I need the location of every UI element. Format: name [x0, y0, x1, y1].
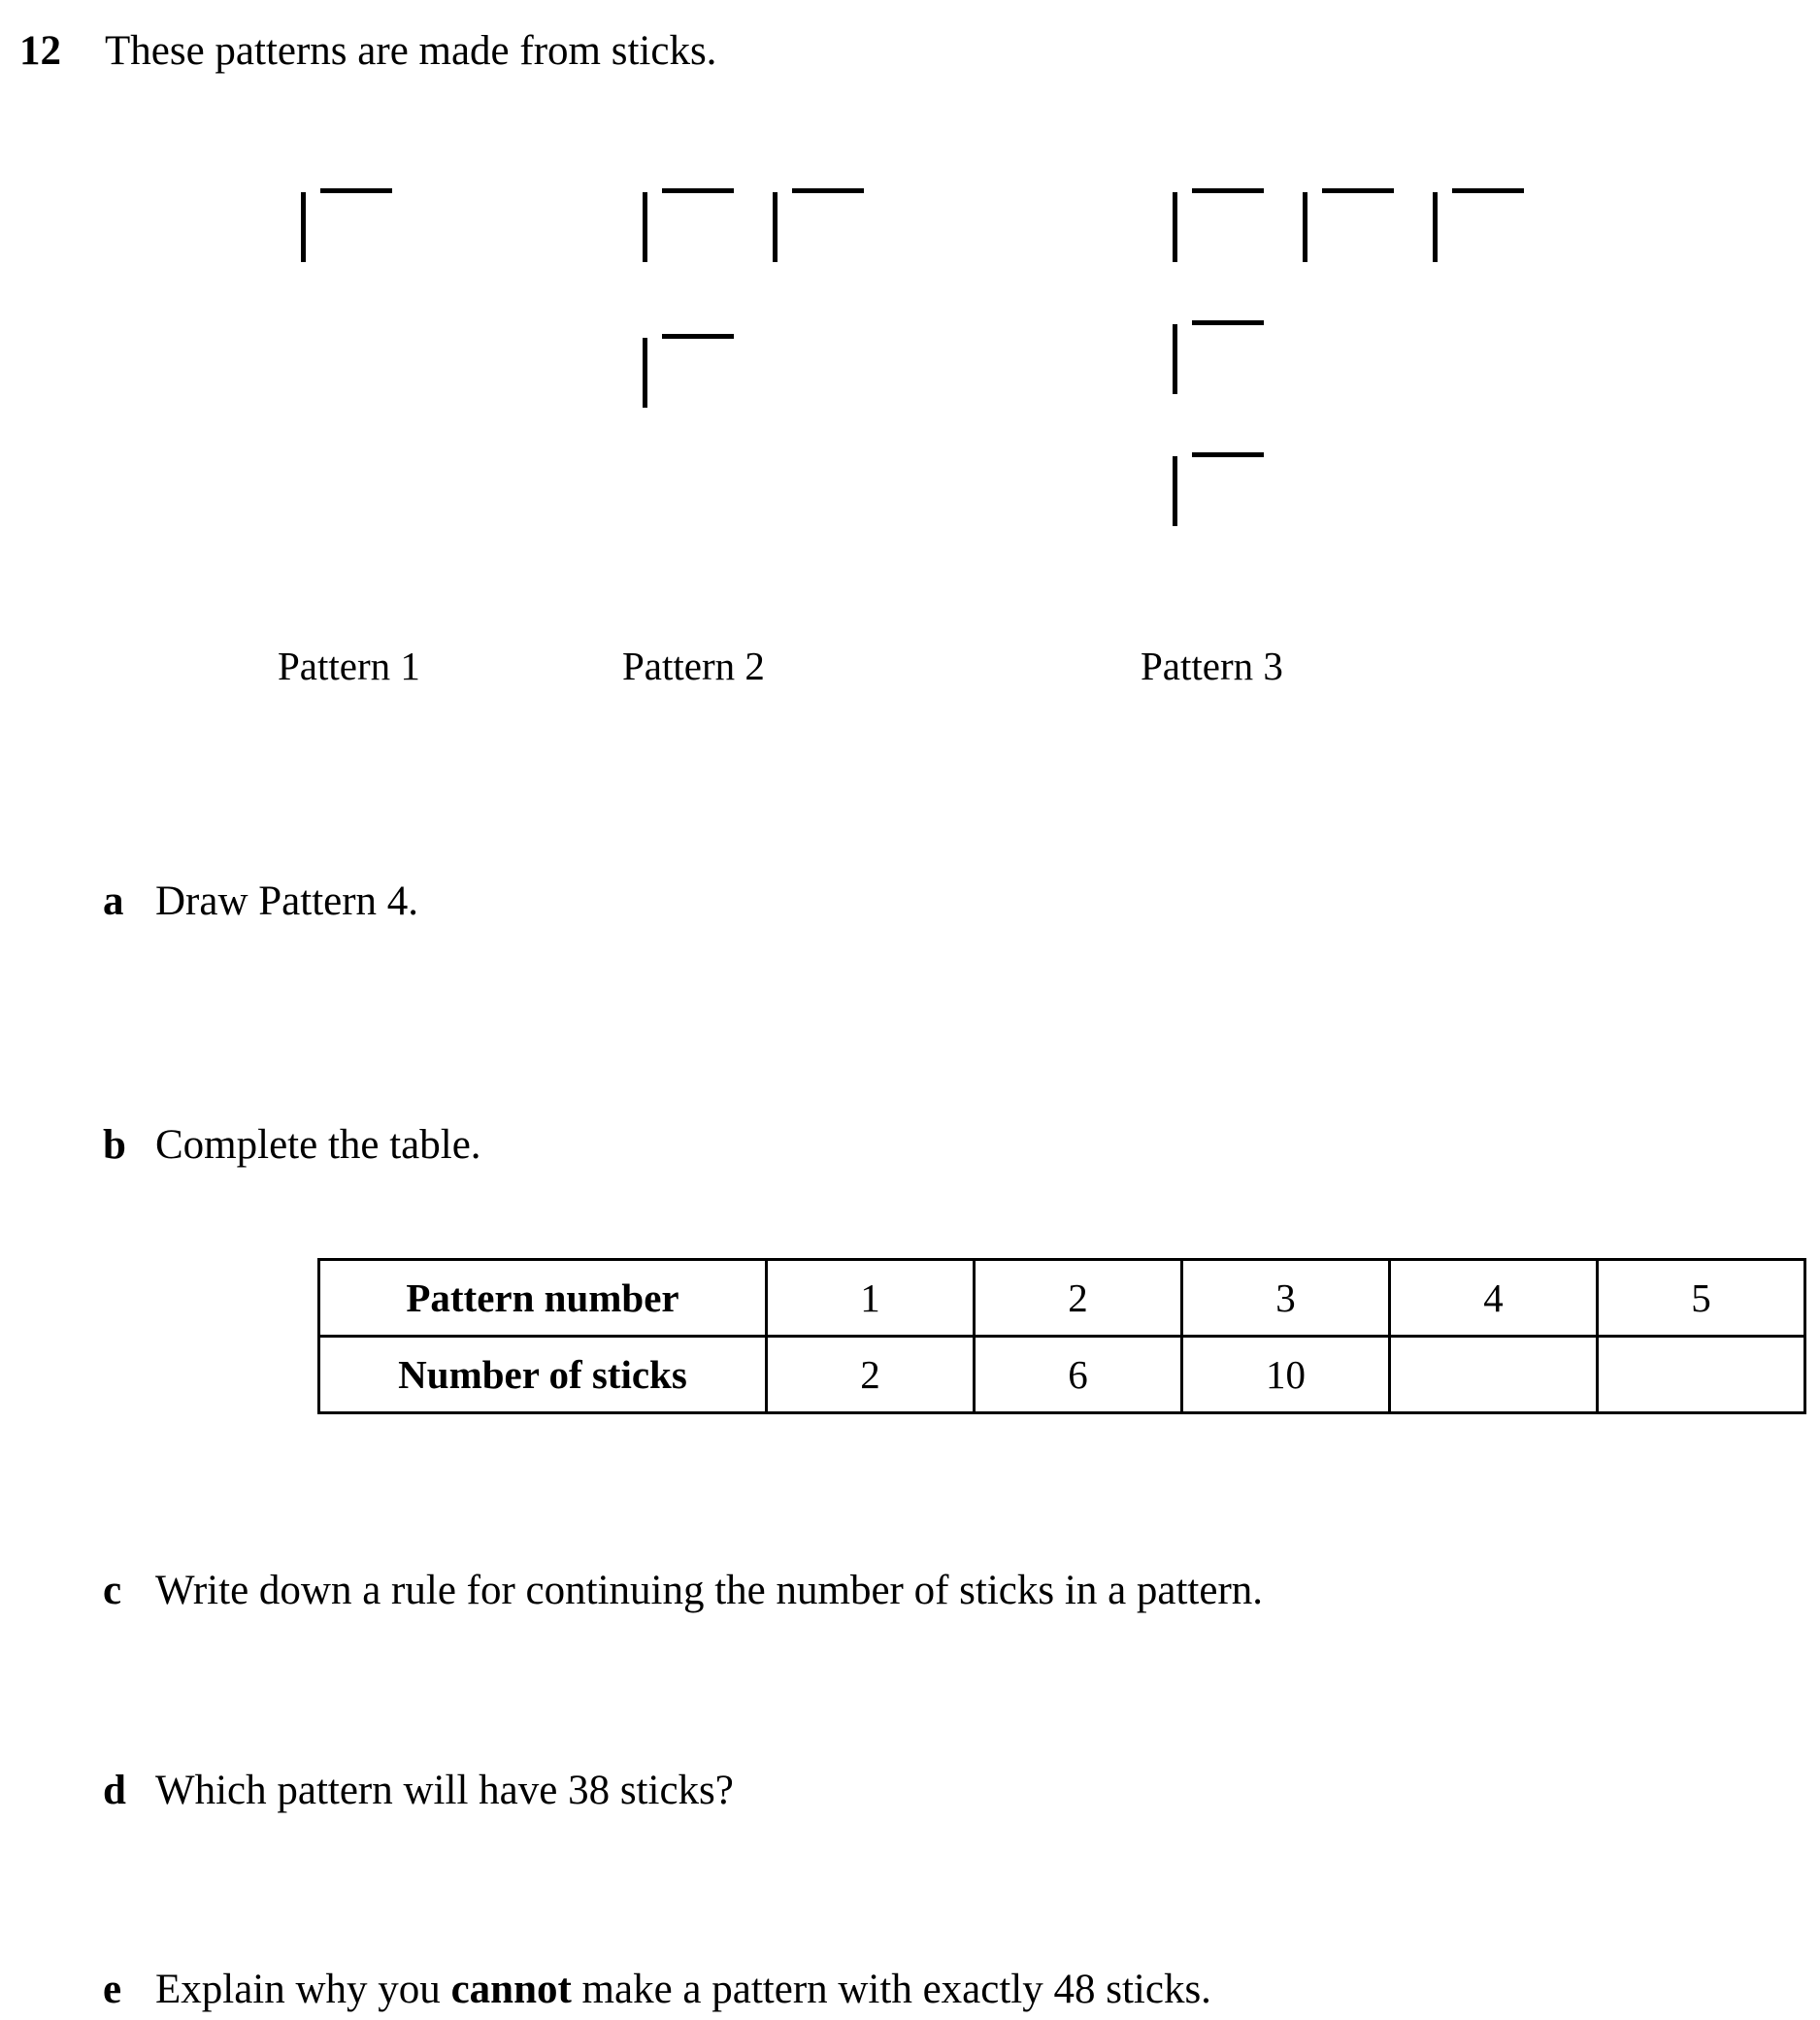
- part-c-letter: c: [103, 1568, 122, 1613]
- table-row-pattern-number: [319, 1260, 1805, 1337]
- pattern-3-label: Pattern 3: [1141, 644, 1283, 688]
- stick-vertical: [1173, 324, 1177, 394]
- part-b-text: Complete the table.: [155, 1122, 481, 1168]
- part-d-text: Which pattern will have 38 sticks?: [155, 1768, 734, 1813]
- stick-horizontal: [792, 188, 864, 193]
- part-a: [103, 878, 418, 925]
- table-cell: 4: [1390, 1260, 1598, 1337]
- part-e-text-before: Explain why you: [155, 1967, 451, 2012]
- stick-horizontal: [662, 334, 734, 339]
- stick-vertical: [1433, 192, 1438, 262]
- table-cell: 10: [1182, 1337, 1390, 1413]
- table-cell: 6: [975, 1337, 1182, 1413]
- stick-horizontal: [1452, 188, 1524, 193]
- stick-vertical: [643, 192, 647, 262]
- part-b: [103, 1121, 481, 1169]
- part-c-text: Write down a rule for continuing the number of sticks in a pattern.: [155, 1568, 1264, 1613]
- part-e-text-after: make a pattern with exactly 48 sticks.: [571, 1967, 1211, 2012]
- answer-cell-pattern-4[interactable]: [1390, 1337, 1598, 1413]
- stick-vertical: [773, 192, 778, 262]
- table-cell: 2: [975, 1260, 1182, 1337]
- table-cell: 5: [1598, 1260, 1805, 1337]
- pattern-1-label: Pattern 1: [278, 644, 420, 688]
- question-intro: These patterns are made from sticks.: [105, 28, 717, 74]
- stick-horizontal: [1192, 188, 1264, 193]
- part-a-letter: a: [103, 878, 124, 924]
- table-cell: 1: [767, 1260, 975, 1337]
- stick-horizontal: [320, 188, 392, 193]
- part-d: [103, 1767, 734, 1814]
- stick-vertical: [1173, 456, 1177, 526]
- stick-vertical: [1173, 192, 1177, 262]
- stick-horizontal: [1322, 188, 1394, 193]
- part-e-text-bold: cannot: [450, 1967, 572, 2012]
- table-cell: 3: [1182, 1260, 1390, 1337]
- table-row-number-of-sticks: [319, 1337, 1805, 1413]
- answer-cell-pattern-5[interactable]: [1598, 1337, 1805, 1413]
- stick-vertical: [643, 338, 647, 408]
- stick-horizontal: [1192, 452, 1264, 457]
- part-b-letter: b: [103, 1122, 126, 1168]
- part-a-text: Draw Pattern 4.: [155, 878, 419, 924]
- pattern-2-label: Pattern 2: [622, 644, 765, 688]
- stick-vertical: [301, 192, 306, 262]
- sticks-table: [317, 1258, 1806, 1414]
- table-cell: 2: [767, 1337, 975, 1413]
- stick-horizontal: [1192, 320, 1264, 325]
- stick-vertical: [1303, 192, 1307, 262]
- part-d-letter: d: [103, 1768, 126, 1813]
- part-c: [103, 1567, 1263, 1614]
- table-header-pattern-number: Pattern number: [319, 1260, 767, 1337]
- part-e: [103, 1966, 1211, 2013]
- table-header-number-of-sticks: Number of sticks: [319, 1337, 767, 1413]
- part-e-letter: e: [103, 1967, 122, 2012]
- stick-horizontal: [662, 188, 734, 193]
- question-number: 12: [19, 28, 61, 74]
